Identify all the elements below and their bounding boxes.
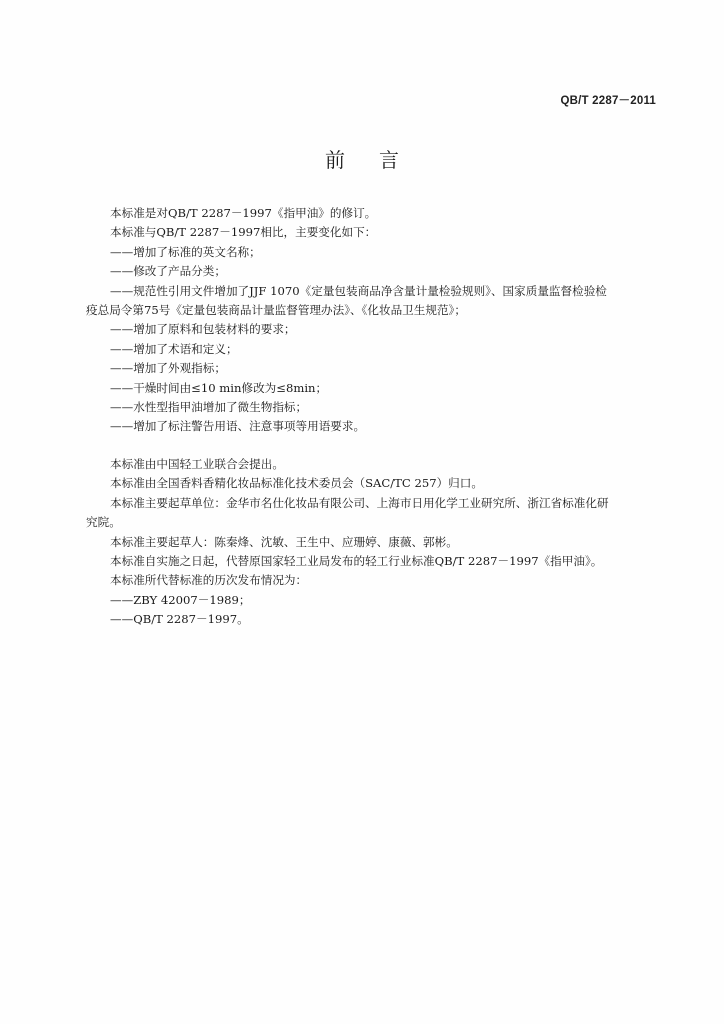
- list-item-continuation: 疫总局令第75号《定量包装商品计量监督管理办法》、《化妆品卫生规范》；: [86, 303, 466, 318]
- paragraph-continuation: 究院。: [86, 515, 121, 530]
- list-item: ——增加了原料和包装材料的要求；: [110, 322, 296, 337]
- paragraph-line: 本标准是对QB/T 2287－1997《指甲油》的修订。: [110, 206, 377, 220]
- list-item: ——增加了术语和定义；: [110, 341, 238, 356]
- list-item: ——增加了标注警告用语、注意事项等用语要求。: [110, 419, 366, 434]
- paragraph-line: 本标准主要起草单位：金华市名仕化妆品有限公司、上海市日用化学工业研究所、浙江省标准化研: [110, 495, 609, 510]
- list-item: ——修改了产品分类；: [110, 264, 226, 279]
- list-item: ——增加了标准的英文名称；: [110, 244, 261, 259]
- paragraph-line: 本标准主要起草人：陈秦烽、沈敏、王生中、应珊婷、康薇、郭彬。: [110, 534, 458, 549]
- standard-number: QB/T 2287－2011: [560, 95, 656, 107]
- paragraph-line: 本标准所代替标准的历次发布情况为：: [110, 573, 308, 588]
- page-title: 前言: [325, 148, 433, 172]
- list-item: ——规范性引用文件增加了JJF 1070《定量包装商品净含量计量检验规则》、国家质量监督检验检: [110, 283, 607, 298]
- list-item: ——ZBY 42007－1989；: [110, 592, 251, 607]
- paragraph-line: 本标准由全国香料香精化妆品标准化技术委员会（SAC/TC 257）归口。: [110, 476, 483, 491]
- paragraph-line: 本标准由中国轻工业联合会提出。: [110, 457, 284, 471]
- standard-info-section: [86, 455, 658, 630]
- list-item: ——干燥时间由≤10 min修改为≤8min；: [110, 380, 328, 395]
- list-item: ——QB/T 2287－1997。: [110, 612, 249, 627]
- paragraph-line: 本标准与QB/T 2287－1997相比，主要变化如下：: [110, 225, 377, 240]
- revision-changes-section: [86, 204, 658, 437]
- list-item: ——增加了外观指标；: [110, 361, 226, 376]
- list-item: ——水性型指甲油增加了微生物指标；: [110, 400, 308, 415]
- paragraph-line: 本标准自实施之日起，代替原国家轻工业局发布的轻工行业标准QB/T 2287－1997《指甲油》。: [110, 554, 603, 569]
